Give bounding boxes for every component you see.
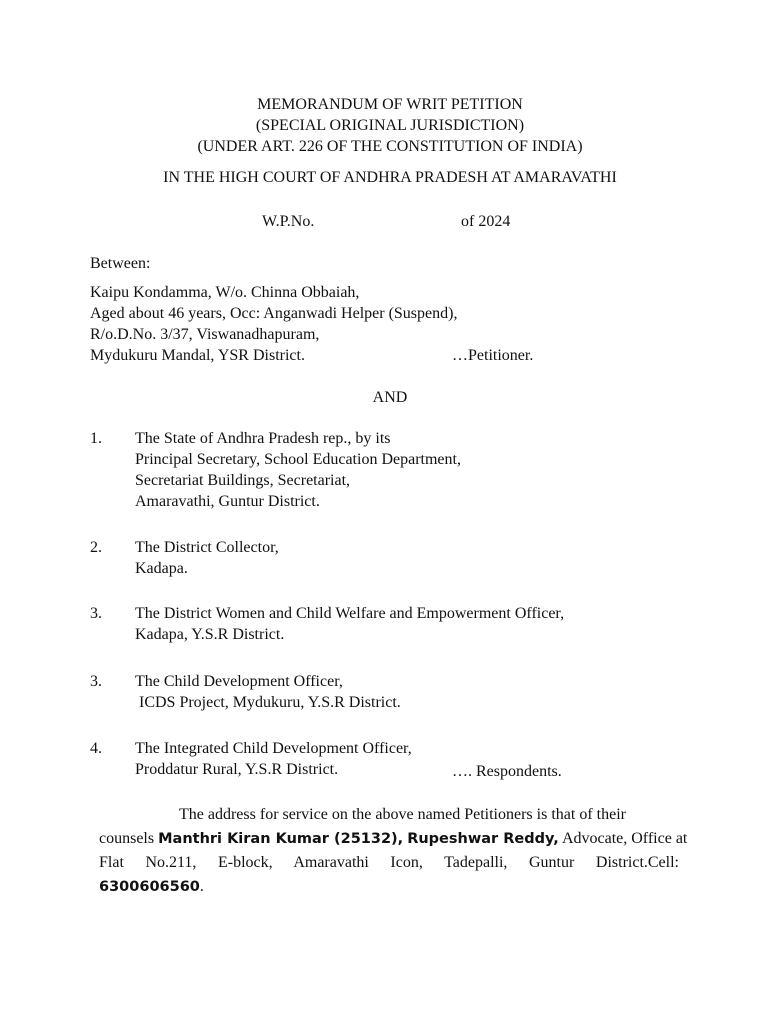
respondent-line: Principal Secretary, School Education Department,	[135, 451, 461, 468]
service-line-2	[99, 827, 688, 851]
petitioner-role: …Petitioner.	[452, 347, 534, 364]
respondent-line: Proddatur Rural, Y.S.R District.	[135, 761, 339, 778]
respondent-line: Kadapa.	[135, 560, 188, 577]
cell-number: 6300606560	[99, 879, 200, 895]
respondent-4	[135, 671, 401, 713]
respondent-5	[135, 738, 412, 780]
and-label: AND	[372, 389, 408, 406]
respondent-2	[135, 537, 279, 579]
petitioner-line: Kaipu Kondamma, W/o. Chinna Obbaiah,	[90, 284, 360, 301]
respondent-number: 3.	[90, 605, 102, 622]
petitioner-line: Mydukuru Mandal, YSR District.	[90, 347, 305, 364]
wp-year: of 2024	[461, 213, 511, 230]
service-line-3: Flat No.211, E-block, Amaravathi Icon, Tadepalli, Guntur District.Cell:	[99, 854, 679, 871]
respondent-number: 4.	[90, 740, 102, 757]
petitioner-line: Aged about 46 years, Occ: Anganwadi Helper (Suspend),	[90, 305, 458, 322]
counsel-name-1: Manthri Kiran Kumar (25132),	[158, 831, 404, 847]
service-line-4	[99, 875, 679, 899]
respondents-role: …. Respondents.	[452, 763, 562, 780]
respondent-1	[135, 428, 461, 512]
title-line-3: (UNDER ART. 226 OF THE CONSTITUTION OF INDIA)	[197, 138, 583, 155]
service-line-1: The address for service on the above named Petitioners is that of their	[179, 806, 626, 823]
service-suffix: Advocate, Office at	[558, 830, 688, 847]
petitioner-line: R/o.D.No. 3/37, Viswanadhapuram,	[90, 326, 320, 343]
title-line-1: MEMORANDUM OF WRIT PETITION	[257, 96, 523, 113]
service-prefix: counsels	[99, 830, 159, 847]
service-end: .	[199, 878, 204, 895]
respondent-number: 1.	[90, 430, 102, 447]
respondent-line: The District Collector,	[135, 539, 279, 556]
counsel-name-2: Rupeshwar Reddy,	[407, 831, 559, 847]
service-paragraph	[99, 827, 688, 899]
respondent-number: 2.	[90, 539, 102, 556]
respondent-line: The State of Andhra Pradesh rep., by its	[135, 430, 391, 447]
respondent-line: Amaravathi, Guntur District.	[135, 493, 320, 510]
wp-number-label: W.P.No.	[262, 213, 315, 230]
respondent-number: 3.	[90, 673, 102, 690]
petitioner-block	[90, 282, 457, 366]
respondent-line: The District Women and Child Welfare and Empowerment Officer,	[135, 605, 565, 622]
respondent-3	[135, 603, 564, 645]
title-line-2: (SPECIAL ORIGINAL JURISDICTION)	[255, 117, 525, 134]
court-name: IN THE HIGH COURT OF ANDHRA PRADESH AT AMARAVATHI	[163, 169, 617, 186]
respondent-line: Secretariat Buildings, Secretariat,	[135, 472, 351, 489]
respondent-line: ICDS Project, Mydukuru, Y.S.R District.	[135, 694, 401, 711]
respondent-line: The Child Development Officer,	[135, 673, 343, 690]
respondent-line: The Integrated Child Development Officer,	[135, 740, 412, 757]
respondent-line: Kadapa, Y.S.R District.	[135, 626, 285, 643]
between-label: Between:	[90, 255, 151, 272]
